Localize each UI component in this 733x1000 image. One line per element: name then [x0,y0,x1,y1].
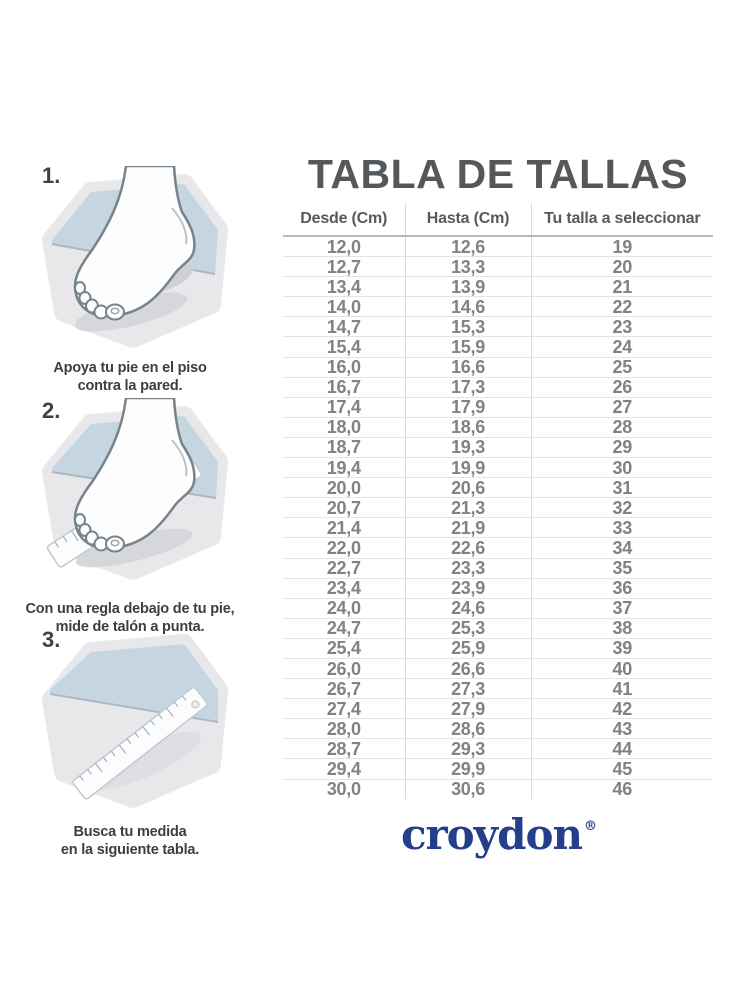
table-cell: 28,7 [283,739,405,759]
table-cell: 14,6 [405,297,531,317]
table-cell: 22,6 [405,538,531,558]
step-3-caption [5,823,255,859]
table-cell: 46 [612,779,632,800]
table-cell: 29,9 [405,759,531,779]
table-cell: 17,3 [405,377,531,397]
table-cell: 24 [531,337,713,357]
table-cell: 32 [531,498,713,518]
table-cell: 23 [531,317,713,337]
table-cell: 22 [531,297,713,317]
table-cell: 17,4 [283,397,405,417]
table-cell: 13,3 [405,257,531,277]
table-cell: 29,3 [405,739,531,759]
table-cell: 40 [531,658,713,678]
table-cell: 16,6 [405,357,531,377]
table-cell: 27,3 [405,679,531,699]
table-cell: 20 [531,257,713,277]
table-cell: 33 [531,518,713,538]
table-cell: 18,0 [283,417,405,437]
table-cell: 14,0 [283,297,405,317]
size-table-body [283,236,713,799]
step-2-caption-line2: mide de talón a punta. [55,618,205,635]
table-cell: 19,4 [283,458,405,478]
step-2-caption-line1: Con una regla debajo de tu pie, [25,600,235,617]
table-row [283,779,713,799]
table-cell: 25,4 [283,638,405,658]
table-cell: 43 [531,719,713,739]
table-cell: 15,9 [405,337,531,357]
table-row [283,417,713,437]
step-1-number: 1. [42,163,61,188]
table-cell: 25,9 [405,638,531,658]
table-row [283,538,713,558]
table-cell: 24,6 [405,598,531,618]
brand-name: croydon [400,810,583,859]
table-cell: 12,6 [405,236,531,257]
step-3-caption-line1: Busca tu medida [73,823,187,840]
table-cell: 19 [531,236,713,257]
table-cell: 30,0 [283,779,405,799]
table-row [283,638,713,658]
step-1-caption [5,359,255,395]
table-row [283,317,713,337]
table-cell: 30,6 [405,779,531,799]
brand-logo [283,810,713,859]
table-row [283,236,713,257]
table-cell: 21,9 [405,518,531,538]
table-row [283,518,713,538]
header-talla: Tu talla a seleccionar [531,203,713,236]
table-cell: 26 [531,377,713,397]
table-cell: 22,7 [283,558,405,578]
table-cell: 42 [531,699,713,719]
table-cell: 41 [531,679,713,699]
table-cell: 12,0 [283,236,405,257]
step-2-foot-on-ruler-illustration [33,398,237,584]
size-table [283,203,713,799]
table-row [283,458,713,478]
table-cell: 23,3 [405,558,531,578]
table-cell: 23,9 [405,578,531,598]
table-cell: 15,4 [283,337,405,357]
page-title: TABLA DE TALLAS [307,151,689,197]
table-cell: 25,3 [405,618,531,638]
table-cell: 36 [531,578,713,598]
table-cell: 12,7 [283,257,405,277]
table-cell: 26,6 [405,658,531,678]
table-cell: 15,3 [405,317,531,337]
table-cell: 27,9 [405,699,531,719]
step-1-caption-line1: Apoya tu pie en el piso [53,359,207,376]
table-cell: 29,4 [283,759,405,779]
table-cell: 21,3 [405,498,531,518]
table-cell: 24,0 [283,598,405,618]
table-cell: 16,0 [283,357,405,377]
table-cell: 27,4 [283,699,405,719]
table-cell: 44 [531,739,713,759]
table-cell: 17,9 [405,397,531,417]
table-row [283,578,713,598]
step-1-caption-line2: contra la pared. [77,377,183,394]
table-cell: 20,6 [405,478,531,498]
table-cell: 29 [531,437,713,457]
table-row [283,277,713,297]
table-cell: 25 [531,357,713,377]
table-cell: 39 [531,638,713,658]
registered-trademark-icon: ® [584,819,598,834]
header-hasta-cm: Hasta (Cm) [405,203,531,236]
table-cell: 27 [531,397,713,417]
table-cell: 45 [531,759,713,779]
table-cell: 35 [531,558,713,578]
table-cell: 18,6 [405,417,531,437]
step-3-caption-line2: en la siguiente tabla. [60,841,200,858]
table-row [283,397,713,417]
table-cell: 19,9 [405,458,531,478]
table-row [283,618,713,638]
table-row [283,759,713,779]
table-row [283,739,713,759]
table-row [283,437,713,457]
table-cell: 34 [531,538,713,558]
table-cell: 19,3 [405,437,531,457]
step-3-ruler-illustration [33,626,237,812]
table-row [283,337,713,357]
table-cell: 21 [531,277,713,297]
table-row [283,658,713,678]
table-row [283,679,713,699]
table-cell: 22,0 [283,538,405,558]
table-cell: 31 [531,478,713,498]
table-row [283,699,713,719]
table-cell: 28,0 [283,719,405,739]
step-1-foot-against-wall-illustration [33,166,237,352]
size-table-header-row [283,203,713,236]
table-cell: 21,4 [283,518,405,538]
table-row [283,558,713,578]
table-row [283,498,713,518]
table-cell: 38 [531,618,713,638]
table-row [283,598,713,618]
table-row [283,719,713,739]
table-cell: 23,4 [283,578,405,598]
table-cell: 28,6 [405,719,531,739]
step-3-number: 3. [42,627,61,652]
table-cell: 18,7 [283,437,405,457]
table-cell: 30 [531,458,713,478]
table-cell: 16,7 [283,377,405,397]
table-cell: 37 [531,598,713,618]
table-cell: 20,7 [283,498,405,518]
step-2-number: 2. [42,398,61,423]
table-cell: 26,7 [283,679,405,699]
table-cell: 14,7 [283,317,405,337]
table-row [283,478,713,498]
table-cell: 26,0 [283,658,405,678]
table-row [283,297,713,317]
table-row [283,377,713,397]
table-row [283,357,713,377]
table-cell: 13,9 [405,277,531,297]
table-row [283,257,713,277]
header-desde-cm: Desde (Cm) [283,203,405,236]
table-cell: 24,7 [283,618,405,638]
table-cell: 28 [531,417,713,437]
table-cell: 13,4 [283,277,405,297]
table-cell: 20,0 [283,478,405,498]
